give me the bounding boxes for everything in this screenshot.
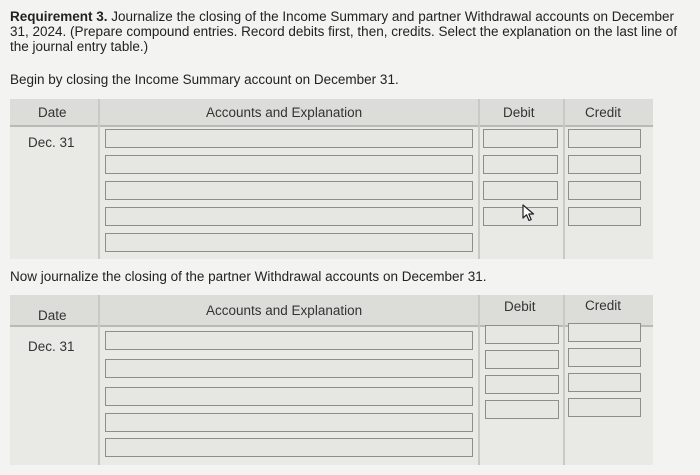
- header-credit: Credit: [585, 105, 622, 120]
- credit-input-row2[interactable]: [568, 155, 641, 174]
- debit-input-row2[interactable]: [485, 350, 559, 369]
- credit-input-row1[interactable]: [568, 129, 641, 148]
- journal-header: [10, 99, 653, 127]
- credit-input-row2[interactable]: [568, 348, 641, 367]
- explanation-input[interactable]: [105, 438, 473, 457]
- credit-input-row3[interactable]: [568, 373, 641, 392]
- header-date: Date: [38, 308, 67, 323]
- debit-input-row1[interactable]: [485, 325, 559, 344]
- account-input-row3[interactable]: [105, 181, 473, 200]
- explanation-input[interactable]: [105, 233, 473, 252]
- header-date: Date: [38, 105, 67, 120]
- requirement-label: Requirement 3.: [10, 9, 108, 24]
- column-divider: [563, 99, 565, 259]
- account-input-row1[interactable]: [105, 129, 473, 148]
- column-divider: [478, 99, 480, 259]
- journal-table-withdrawals: [10, 295, 653, 465]
- account-input-row4[interactable]: [105, 207, 473, 226]
- debit-input-row1[interactable]: [483, 129, 558, 148]
- credit-input-row4[interactable]: [568, 207, 641, 226]
- account-input-row2[interactable]: [105, 155, 473, 174]
- account-input-row1[interactable]: [105, 331, 473, 350]
- debit-input-row3[interactable]: [483, 181, 558, 200]
- header-debit: Debit: [503, 105, 535, 120]
- account-input-row3[interactable]: [105, 387, 473, 406]
- header-credit: Credit: [585, 298, 622, 313]
- credit-input-row1[interactable]: [568, 323, 641, 342]
- section1-lead: Begin by closing the Income Summary account on December 31.: [10, 72, 399, 87]
- header-debit: Debit: [504, 299, 536, 314]
- date-cell: Dec. 31: [28, 135, 75, 150]
- mouse-pointer-icon: [522, 204, 536, 222]
- header-accounts: Accounts and Explanation: [206, 105, 363, 120]
- column-divider: [98, 99, 100, 259]
- journal-table-income-summary: [10, 99, 653, 259]
- instructions-text: Journalize the closing of the Income Summary and partner Withdrawal accounts on December 31, 2024. (Prepare compound entries. Record debits first, then, credits. Select the explanation on the last line of the journal entry table.): [10, 9, 678, 54]
- date-cell: Dec. 31: [28, 339, 75, 354]
- column-divider: [478, 295, 480, 465]
- instructions: [10, 9, 690, 54]
- account-input-row2[interactable]: [105, 359, 473, 378]
- credit-input-row4[interactable]: [568, 398, 641, 417]
- column-divider: [563, 295, 565, 465]
- section2-lead: Now journalize the closing of the partner Withdrawal accounts on December 31.: [10, 269, 487, 284]
- account-input-row4[interactable]: [105, 413, 473, 432]
- journal-header: [10, 295, 653, 327]
- debit-input-row2[interactable]: [483, 155, 558, 174]
- debit-input-row4[interactable]: [483, 207, 558, 226]
- debit-input-row4[interactable]: [485, 400, 559, 419]
- debit-input-row3[interactable]: [485, 375, 559, 394]
- credit-input-row3[interactable]: [568, 181, 641, 200]
- column-divider: [98, 295, 100, 465]
- header-accounts: Accounts and Explanation: [206, 303, 363, 318]
